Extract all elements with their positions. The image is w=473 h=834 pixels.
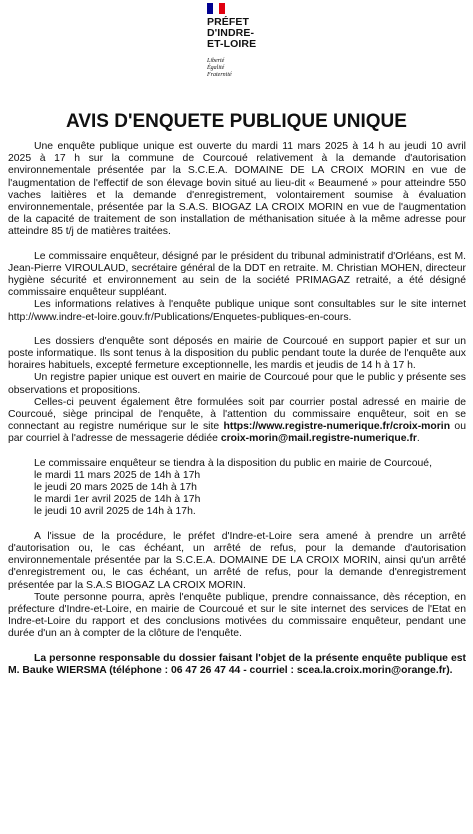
permanence-date-3: le mardi 1er avril 2025 de 14h à 17h — [34, 494, 201, 506]
paragraph-permanences: Le commissaire enquêteur se tiendra à la disposition du public en mairie de Courcoué, — [34, 457, 432, 469]
prefecture-header — [0, 0, 473, 100]
paragraph-opening: Une enquête publique unique est ouverte du mardi 11 mars 2025 à 14 h au jeudi 10 avril 2025 à 17 h sur la commune de Courcoué relativement à la demande d'autorisation environnementale présentée par la S.C.E.A. DOMAINE DE LA CROIX MORIN en vue de l'augmentation de l'effectif de son élevage bovin situé au lieu-dit « Beaumené » pour atteindre 550 vaches laitières et la demande d'enregistrement, volontairement soumise à évaluation environnementale, présentée par la S.A.S. BIOGAZ LA CROIX MORIN en vue de l'augmentation de la capacité de traitement de son installation de méthanisation située à la même adresse pour atteindre 85 t/j de matières traitées. — [8, 141, 466, 238]
paragraph-register: Un registre papier unique est ouvert en mairie de Courcoué pour que le public y présente ses observations et propositions. — [8, 372, 466, 396]
paragraph-responsible-person — [8, 653, 466, 677]
prefecture-line-1: PRÉFET — [207, 16, 250, 28]
paragraph-report-access: Toute personne pourra, après l'enquête publique, prendre connaissance, dès réception, en préfecture d'Indre-et-Loire, en mairie de Courcoué et sur le site internet des services de l'Etat en Indre-et-Loire du rapport et des conclusions motivées du commissaire enquêteur, pendant une durée d'un an à compter de la clôture de l'enquête. — [8, 591, 466, 640]
observations-text-a: Celles-ci peuvent également être formulées soit par courrier postal adressé en mairie de Courcoué, siège principal de l'enquête, à l'attention du commissaire enquêteur, soit en se connectant au registre numérique sur le site — [8, 396, 466, 433]
observations-text-c: . — [416, 433, 420, 445]
marianne-logo-icon — [209, 2, 223, 14]
motto-egalite: Égalité — [207, 65, 225, 71]
observations-text-b: ou par courriel à l'adresse de messagerie dédiée — [8, 421, 466, 445]
permanence-date-1: le mardi 11 mars 2025 de 14h à 17h — [34, 469, 201, 481]
motto-liberte: Liberté — [207, 58, 225, 64]
notice-body — [8, 141, 466, 677]
paragraph-website: Les informations relatives à l'enquête publique unique sont consultables sur le site internet http://www.indre-et-loire.gouv.fr/Publications/Enquetes-publiques-en-cours. — [8, 299, 466, 323]
paragraph-observations — [8, 397, 466, 446]
paragraph-decision: A l'issue de la procédure, le préfet d'Indre-et-Loire sera amené à prendre un arrêté d'autorisation ou, le cas échéant, un arrêté de refus, pour la demande d'autorisation environnementale présentée par la S.C.E.A. DOMAINE DE LA CROIX MORIN, ainsi qu'un arrêté d'enregistrement ou, le cas échéant, un arrêté de refus, pour la demande d'enregistrement présentée par la S.A.S BIOGAZ LA CROIX MORIN. — [8, 530, 466, 591]
permanence-dates — [8, 470, 466, 519]
notice-title: AVIS D'ENQUETE PUBLIQUE UNIQUE — [66, 111, 407, 132]
prefecture-line-2: D'INDRE- — [207, 27, 255, 39]
dedicated-email-link[interactable]: croix-morin@mail.registre-numerique.fr — [220, 433, 417, 445]
republic-motto — [207, 58, 232, 79]
paragraph-commissioner: Le commissaire enquêteur, désigné par le président du tribunal administratif d'Orléans, est M. Jean-Pierre VIROULAUD, secrétaire général de la DDT en retraite. M. Christian MOHEN, directeur hygiène sécurité et environnement au sein de la société PRIMAGAZ retraité, a été désigné commissaire enquêteur suppléant. — [8, 250, 466, 299]
paragraph-dossiers: Les dossiers d'enquête sont déposés en mairie de Courcoué en support papier et sur un poste informatique. Ils sont tenus à la disposition du public pendant toute la durée de l'enquête aux horaires habituels, excepté fermeture exceptionnelle, les mardis et jeudis de 14 h à 17 h. — [8, 335, 466, 372]
permanence-date-2: le jeudi 20 mars 2025 de 14h à 17h — [34, 482, 197, 494]
prefecture-name — [207, 17, 256, 50]
prefecture-line-3: ET-LOIRE — [207, 38, 257, 50]
motto-fraternite: Fraternité — [207, 72, 232, 78]
registre-numerique-link[interactable]: https://www.registre-numerique.fr/croix-morin — [223, 421, 451, 433]
responsible-person-text: La personne responsable du dossier faisant l'objet de la présente enquête publique est M. Bauke WIERSMA (téléphone : 06 47 26 47 44 - courriel : scea.la.croix.morin@orange.fr). — [8, 652, 466, 676]
permanence-date-4: le jeudi 10 avril 2025 de 14h à 17h. — [34, 506, 196, 518]
